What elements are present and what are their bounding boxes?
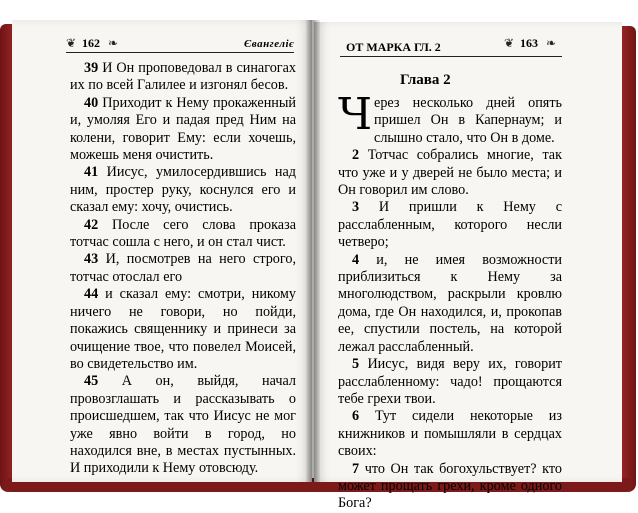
ornament-icon: ❦ xyxy=(504,36,515,50)
dropcap: Ч xyxy=(338,89,373,140)
verse: 5 Иисус, видя веру их, говорит расслабленному: чадо! прощаются тебе грехи твои. xyxy=(338,356,562,407)
ornament-icon: ❦ xyxy=(66,36,77,50)
book-cover-right-edge xyxy=(620,26,636,492)
right-running-head: ОТ МАРКА ГЛ. 2 xyxy=(346,40,441,54)
verse: 42 После сего слова проказа тотчас сошла с него, и он стал чист. xyxy=(70,216,296,251)
right-text-column xyxy=(338,89,563,513)
chapter-opening: Через несколько дней опять пришел Он в Капернаум; и слышно стало, что Он в доме. xyxy=(338,89,562,146)
verse: 43 И, посмотрев на него строго, тотчас отослал его xyxy=(70,251,296,285)
ornament-icon: ❧ xyxy=(546,36,557,50)
left-running-head: Євангеліє xyxy=(244,38,295,50)
verse: 39 И Он проповедовал в синагогах их по всей Галилее и изгонял бесов. xyxy=(70,60,296,94)
verse: 6 Тут сидели некоторые из книжников и помышляли в сердцах своих: xyxy=(338,408,562,460)
verse: 7 что Он так богохульствует? кто может прощать грехи, кроме одного Бога? xyxy=(338,460,562,512)
verse: 4 и, не имея возможности приблизиться к Нему за многолюдством, раскрыли кровлю дома, где Он находился, и, прокопав ее, спустили постель, на которой лежал расслабленный. xyxy=(338,251,563,355)
chapter-title: Глава 2 xyxy=(400,72,451,88)
right-page-number: 163 xyxy=(520,36,538,50)
verse: 3 И пришли к Нему с расслабленным, которого несли четверо; xyxy=(338,199,562,251)
book-gutter xyxy=(306,20,320,482)
ornament-icon: ❧ xyxy=(108,36,119,50)
header-rule-left xyxy=(66,52,294,53)
verse: 45 А он, выйдя, начал провозглашать и рассказывать о происшедшем, так что Иисус не мог уже явно войти в город, но находился вне, в местах пустынных. И приходили к Нему отовсюду. xyxy=(70,373,296,477)
left-text-column xyxy=(70,60,296,478)
header-rule-right xyxy=(340,56,562,57)
verse: 44 и сказал ему: смотри, никому ничего не говори, но пойди, покажись священнику и принеси за очищение твое, что повелел Моисей, во свидетельство им. xyxy=(70,286,296,372)
verse: 41 Иисус, умилосердившись над ним, простер руку, коснулся его и сказал ему: хочу, очистись. xyxy=(70,164,297,216)
verse: 2 Тотчас собрались многие, так что уже и у дверей не было места; и Он говорил им слово. xyxy=(338,147,563,199)
verse: 40 Приходит к Нему прокаженный и, умоляя Его и падая пред Ним на колени, говорит Ему: если хочешь, можешь меня очистить. xyxy=(70,94,297,164)
left-page-number: 162 xyxy=(82,36,100,50)
